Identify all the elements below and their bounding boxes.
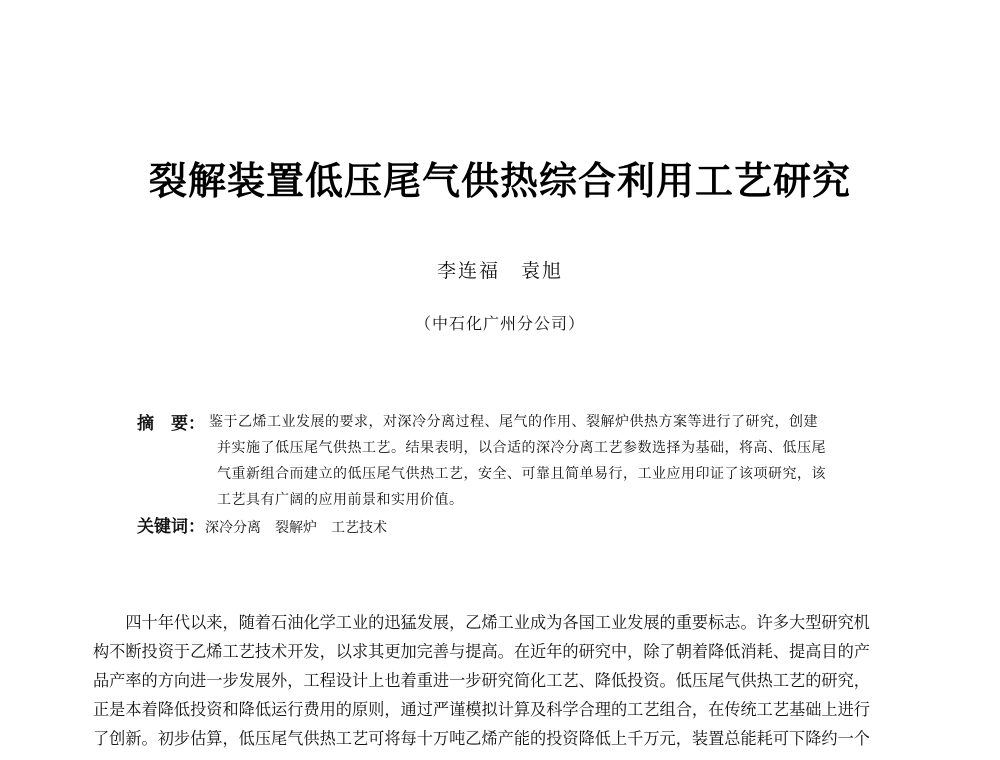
- body-line: 了创新。初步估算，低压尾气供热工艺可将每十万吨乙烯产能的投资降低上千万元，装置总能耗可下降约一个: [93, 729, 870, 748]
- keywords-label: 关键词：: [137, 517, 205, 537]
- paper-title: 裂解装置低压尾气供热综合利用工艺研究: [148, 159, 851, 203]
- abstract-line: 并实施了低压尾气供热工艺。结果表明，以合适的深冷分离工艺参数选择为基础，将高、低压尾: [217, 440, 826, 456]
- abstract-body: [209, 409, 877, 513]
- body-line: 构不断投资于乙烯工艺技术开发，以求其更加完善与提高。在近年的研究中，除了朝着降低消耗、提高目的产: [93, 642, 870, 661]
- abstract-line: 气重新组合而建立的低压尾气供热工艺，安全、可靠且简单易行，工业应用印证了该项研究，该: [217, 466, 826, 482]
- abstract-line: 鉴于乙烯工业发展的要求，对深冷分离过程、尾气的作用、裂解炉供热方案等进行了研究，创建: [209, 414, 818, 430]
- abstract-label: 摘 要：: [137, 414, 205, 434]
- keywords-text: 深冷分离 裂解炉 工艺技术: [205, 520, 387, 536]
- body-line: 正是本着降低投资和降低运行费用的原则，通过严谨模拟计算及科学合理的工艺组合，在传统工艺基础上进行: [93, 700, 870, 719]
- body-line: 品产率的方向进一步发展外，工程设计上也着重进一步研究简化工艺、降低投资。低压尾气供热工艺的研究，: [93, 671, 870, 690]
- keywords-section: [137, 512, 877, 537]
- body-line: 四十年代以来，随着石油化学工业的迅猛发展，乙烯工业成为各国工业发展的重要标志。许多大型研究机: [93, 613, 870, 632]
- paper-authors: 李连福 袁旭: [436, 260, 563, 282]
- paper-affiliation: （中石化广州分公司）: [414, 314, 585, 333]
- body-text: [93, 608, 915, 753]
- abstract-line: 工艺具有广阔的应用前景和实用价值。: [217, 492, 464, 508]
